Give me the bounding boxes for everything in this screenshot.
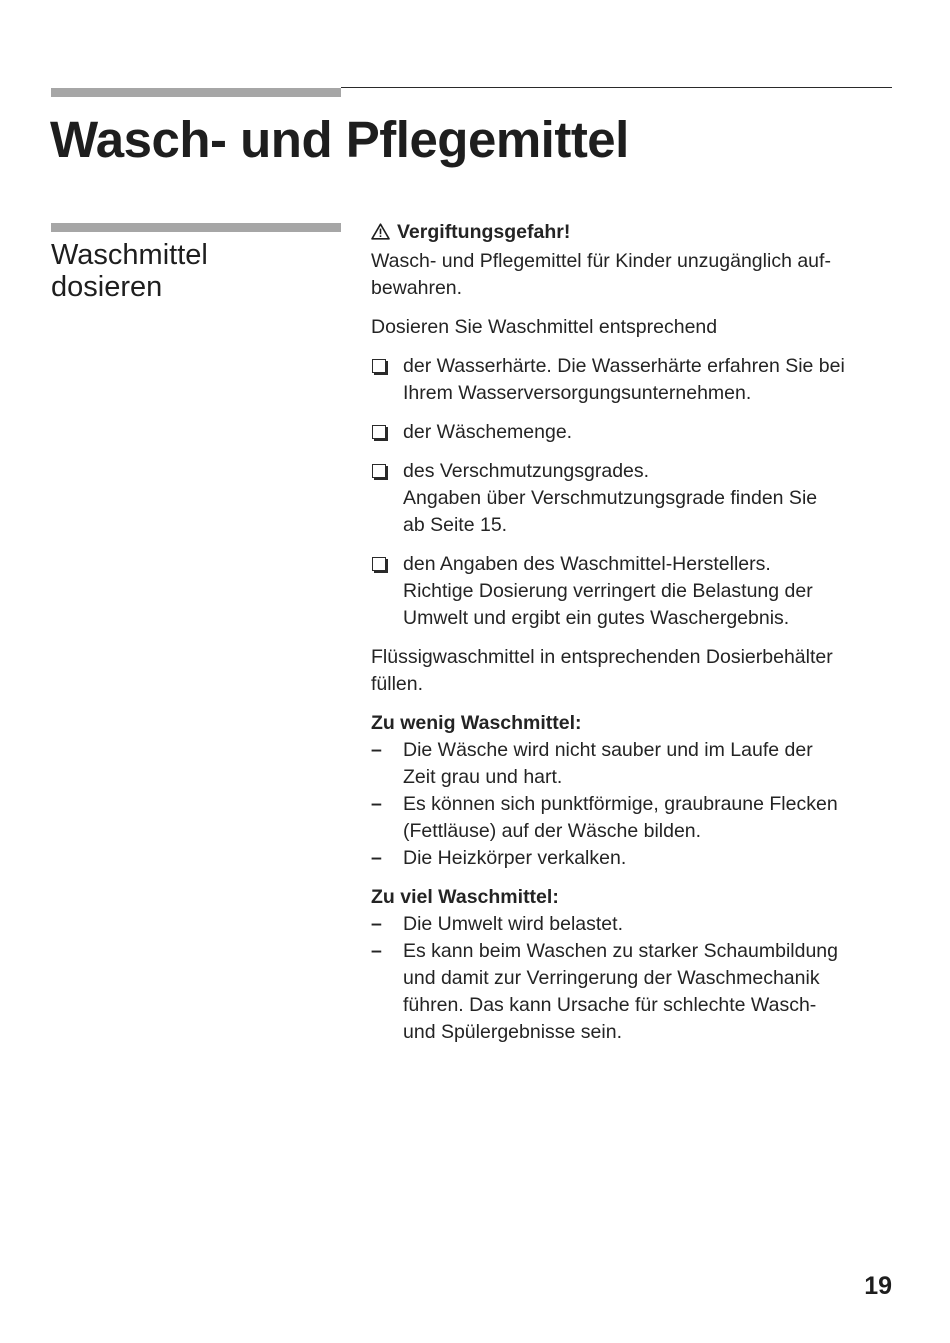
text-line: Umwelt und ergibt ein gutes Waschergebnis. [403, 607, 790, 629]
dash-bullet: – [371, 793, 382, 815]
checkbox-bullet-icon [372, 425, 386, 439]
text-line: Zeit grau und hart. [403, 766, 563, 788]
liquid-note [371, 644, 895, 698]
warning-title: Vergiftungsgefahr! [397, 221, 571, 243]
checklist-item [371, 551, 895, 632]
text-line: (Fettläuse) auf der Wäsche bilden. [403, 820, 702, 842]
checkbox-bullet-icon [372, 464, 386, 478]
checklist-item [371, 458, 895, 539]
text-line: und Spülergebnisse sein. [403, 1021, 622, 1043]
text-line: der Wasserhärte. Die Wasserhärte erfahren Sie bei [403, 355, 845, 377]
main-content [371, 219, 895, 1046]
list-item [371, 737, 895, 791]
warning-text [371, 248, 895, 302]
list-item-text [403, 938, 895, 1046]
section-heading-line-1: Waschmittel [51, 239, 208, 271]
text-line: den Angaben des Waschmittel-Herstellers. [403, 553, 771, 575]
too-much-heading: Zu viel Waschmittel: [371, 886, 559, 908]
liquid-note-line-1: Flüssigwaschmittel in entsprechenden Dosierbehälter [371, 646, 833, 668]
checklist-item [371, 419, 895, 446]
list-item [371, 791, 895, 845]
list-item [371, 845, 895, 872]
text-line: und damit zur Verringerung der Waschmechanik [403, 967, 820, 989]
text-line: der Wäschemenge. [403, 421, 573, 443]
dash-bullet: – [371, 739, 382, 761]
checklist-item-text [403, 353, 895, 407]
title-rule [51, 88, 341, 97]
checkbox-bullet-icon [372, 359, 386, 373]
warning-triangle-icon [371, 221, 391, 248]
dash-bullet: – [371, 913, 382, 935]
warning-text-line-1: Wasch- und Pflegemittel für Kinder unzugänglich auf- [371, 250, 831, 272]
text-line: des Verschmutzungsgrades. [403, 460, 650, 482]
title-rule-line [341, 87, 892, 88]
text-line: Ihrem Wasserversorgungsunternehmen. [403, 382, 752, 404]
text-line: Die Heizkörper verkalken. [403, 847, 627, 869]
warning-text-line-2: bewahren. [371, 277, 463, 299]
list-item-text [403, 737, 895, 791]
too-much-list [371, 911, 895, 1046]
text-line: Angaben über Verschmutzungsgrade finden Sie [403, 487, 818, 509]
dash-bullet: – [371, 847, 382, 869]
checklist-item [371, 353, 895, 407]
section-rule [51, 223, 341, 232]
section-heading [51, 239, 331, 303]
list-item [371, 938, 895, 1046]
warning-heading [371, 219, 895, 248]
checkbox-bullet-icon [372, 557, 386, 571]
warning-block [371, 219, 895, 302]
checklist-item-text [403, 458, 895, 539]
checklist-item-text [403, 551, 895, 632]
list-item-text [403, 911, 895, 938]
text-line: ab Seite 15. [403, 514, 508, 536]
liquid-note-line-2: füllen. [371, 673, 424, 695]
too-little-list [371, 737, 895, 872]
text-line: Richtige Dosierung verringert die Belastung der [403, 580, 813, 602]
intro-text: Dosieren Sie Waschmittel entsprechend [371, 316, 718, 338]
text-line: Die Umwelt wird belastet. [403, 913, 623, 935]
text-line: Die Wäsche wird nicht sauber und im Laufe der [403, 739, 813, 761]
page-title: Wasch- und Pflegemittel [50, 111, 629, 168]
dash-bullet: – [371, 940, 382, 962]
list-item [371, 911, 895, 938]
checklist-item-text [403, 419, 895, 446]
text-line: Es kann beim Waschen zu starker Schaumbildung [403, 940, 838, 962]
text-line: Es können sich punktförmige, graubraune Flecken [403, 793, 838, 815]
checklist [371, 353, 895, 632]
list-item-text [403, 791, 895, 845]
too-little-heading: Zu wenig Waschmittel: [371, 712, 582, 734]
section-heading-line-2: dosieren [51, 271, 163, 303]
page-number: 19 [864, 1272, 892, 1300]
list-item-text [403, 845, 895, 872]
text-line: führen. Das kann Ursache für schlechte Wasch- [403, 994, 817, 1016]
